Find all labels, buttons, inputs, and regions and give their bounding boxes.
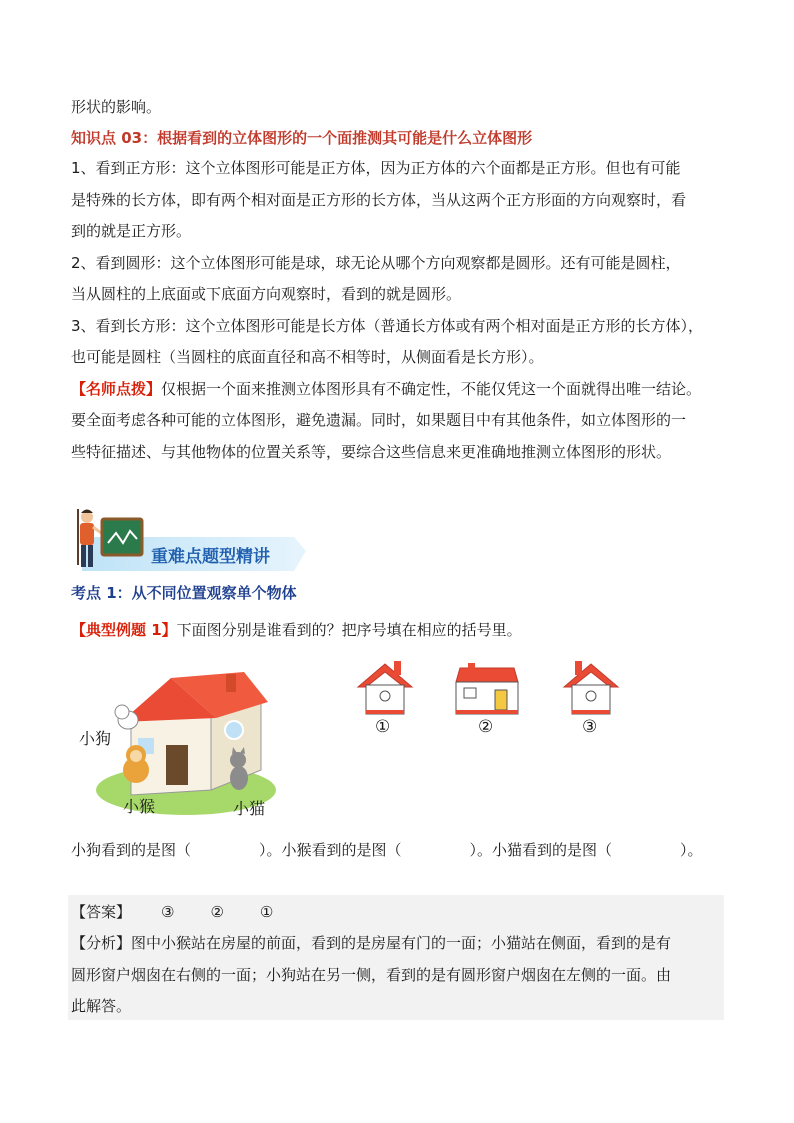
analysis-text: 图中小猴站在房屋的前面，看到的是房屋有门的一面；小猫站在侧面，看到的是有: [131, 934, 672, 952]
paragraph-line: 圆形窗户烟囱在右侧的一面；小狗站在另一侧，看到的是有圆形窗户烟囱在左侧的一面。由: [71, 966, 672, 984]
house-view-1: [356, 660, 414, 718]
paragraph-line: 3、看到长方形：这个立体图形可能是长方体（普通长方体或有两个相对面是正方形的长方体），: [71, 317, 704, 335]
answer-value-2: ②: [210, 903, 224, 921]
fill-part-3: ）。小猫看到的是图（: [469, 841, 613, 859]
paragraph-line: 此解答。: [71, 997, 132, 1015]
paragraph-line: 1、看到正方形：这个立体图形可能是正方体，因为正方体的六个面都是正方形。但也有可能: [71, 159, 681, 177]
fill-part-2: ）。小猴看到的是图（: [259, 841, 402, 859]
section-heading: 知识点 03：根据看到的立体图形的一个面推测其可能是什么立体图形: [71, 129, 533, 147]
animal-label-cat: 小猫: [233, 799, 266, 818]
fill-part-4: ）。: [680, 841, 703, 859]
dog-icon: [115, 705, 138, 729]
paragraph-line: 形状的影响。: [71, 98, 162, 116]
section-banner: [68, 505, 308, 577]
paragraph-line: 些特征描述、与其他物体的位置关系等，要综合这些信息来更准确地推测立体图形的形状。: [71, 443, 672, 461]
view-number-3: ③: [582, 717, 598, 737]
answer-label: 【答案】: [71, 903, 132, 921]
view-number-1: ①: [375, 717, 391, 737]
kaodian-heading: 考点 1：从不同位置观察单个物体: [71, 584, 297, 602]
banner-title: 重难点题型精讲: [151, 547, 270, 567]
fill-blank-line: [71, 840, 703, 860]
house-view-3: [562, 660, 620, 718]
paragraph-line: 是特殊的长方体，即有两个相对面是正方形的长方体，当从这两个正方形面的方向观察时，看: [71, 191, 687, 209]
analysis-label: 【分析】: [71, 934, 132, 952]
answer-value-3: ①: [259, 903, 274, 921]
animal-label-dog: 小狗: [79, 729, 112, 748]
chalkboard-icon: [102, 519, 142, 555]
example-label: 【典型例题 1】: [71, 621, 177, 639]
paragraph-line: 2、看到圆形：这个立体图形可能是球，球无论从哪个方向观察都是圆形。还有可能是圆柱，: [71, 254, 681, 272]
fill-part-1: 小狗看到的是图（: [71, 841, 192, 859]
answer-value-1: ③: [161, 903, 175, 921]
paragraph-line: 到的就是正方形。: [71, 222, 192, 240]
paragraph-line: 也可能是圆柱（当圆柱的底面直径和高不相等时，从侧面看是长方形）。: [71, 348, 544, 366]
paragraph-line: 要全面考虑各种可能的立体图形，避免遗漏。同时，如果题目中有其他条件，如立体图形的一: [71, 411, 687, 429]
house-view-2: [450, 660, 524, 718]
paragraph-line: 当从圆柱的上底面或下底面方向观察时，看到的就是圆形。: [71, 285, 462, 303]
tip-text: 仅根据一个面来推测立体图形具有不确定性，不能仅凭这一个面就得出唯一结论。: [161, 380, 702, 398]
example-question: [71, 620, 522, 640]
analysis-line: [71, 933, 671, 953]
answer-line: [71, 902, 273, 922]
view-number-2: ②: [478, 717, 494, 737]
animal-label-monkey: 小猴: [123, 797, 156, 816]
tip-label: 【名师点拨】: [71, 380, 162, 398]
example-text: 下面图分别是谁看到的？把序号填在相应的括号里。: [176, 621, 522, 639]
tip-line: [71, 379, 701, 399]
